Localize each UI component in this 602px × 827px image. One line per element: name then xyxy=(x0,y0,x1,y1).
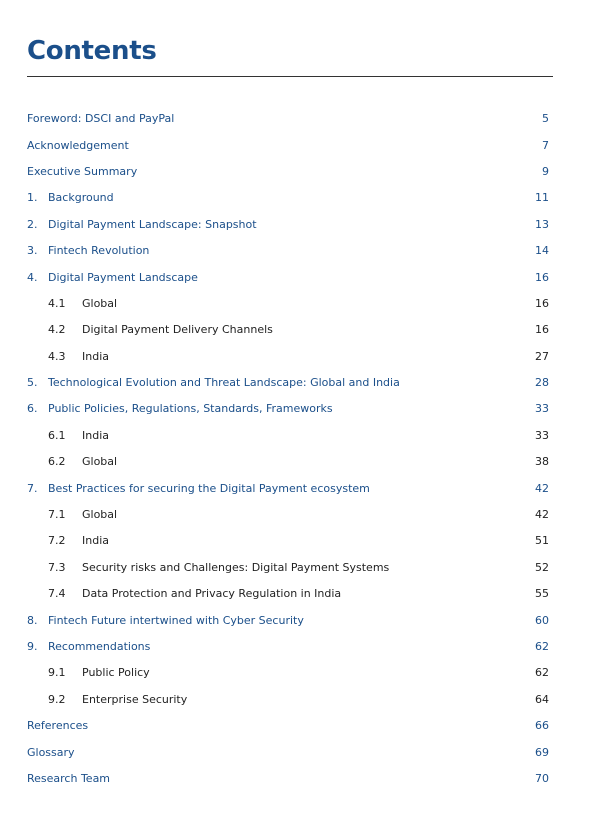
toc-entry-label xyxy=(48,293,509,315)
toc-entry-label xyxy=(48,662,509,684)
toc-entry-text: Security risks and Challenges: Digital Payment Systems xyxy=(82,560,390,574)
toc-entry[interactable] xyxy=(27,687,549,713)
toc-entry-text: Digital Payment Landscape xyxy=(48,270,198,284)
toc-entry[interactable] xyxy=(27,264,549,290)
toc-entry-page: 62 xyxy=(535,640,549,653)
toc-entry-page: 11 xyxy=(535,191,549,205)
toc-entry[interactable] xyxy=(27,212,549,238)
toc-entry-page: 16 xyxy=(535,296,549,310)
toc-entry-text: Global xyxy=(82,296,118,310)
toc-entry-page: 9 xyxy=(542,164,549,178)
toc-entry[interactable] xyxy=(27,555,549,581)
toc-entry-text: Best Practices for securing the Digital Payment ecosystem xyxy=(48,481,370,495)
toc-entry-text: Public Policy xyxy=(82,666,150,680)
toc-entry-label xyxy=(48,504,509,526)
toc-entry-text: Background xyxy=(48,191,114,205)
toc-entry[interactable] xyxy=(27,660,549,686)
toc-entry[interactable] xyxy=(27,713,549,739)
toc-entry[interactable] xyxy=(27,423,549,449)
toc-entry-text: Global xyxy=(82,455,118,469)
toc-entry-page: 52 xyxy=(535,560,549,574)
toc-entry-page: 33 xyxy=(535,428,549,442)
toc-entry-page: 13 xyxy=(535,217,549,231)
toc-entry-text: India xyxy=(82,534,109,548)
toc-entry-text: Global xyxy=(82,508,118,522)
toc-entry-number: 4.3 xyxy=(48,349,66,363)
toc-entry-text: Glossary xyxy=(27,745,75,759)
toc-entry-label xyxy=(48,425,509,447)
toc-entry-text: Foreword: DSCI and PayPal xyxy=(27,112,175,126)
toc-entry[interactable] xyxy=(27,185,549,211)
toc-entry-number: 4.2 xyxy=(48,323,66,337)
table-of-contents xyxy=(27,106,549,792)
toc-entry-label xyxy=(27,267,509,289)
toc-entry-label xyxy=(27,636,509,658)
toc-entry-number: 7. xyxy=(27,481,38,495)
toc-entry-number: 8. xyxy=(27,613,38,627)
toc-entry-number: 9.1 xyxy=(48,666,66,680)
toc-entry[interactable] xyxy=(27,766,549,792)
toc-entry-label xyxy=(48,319,509,341)
toc-entry-text: Fintech Revolution xyxy=(48,244,150,258)
toc-entry-label xyxy=(27,372,509,394)
toc-entry-number: 6.2 xyxy=(48,455,66,469)
toc-entry-text: Digital Payment Delivery Channels xyxy=(82,323,273,337)
toc-entry-page: 51 xyxy=(535,534,549,548)
toc-entry-number: 3. xyxy=(27,244,38,258)
toc-entry-number: 5. xyxy=(27,376,38,390)
toc-entry-text: Research Team xyxy=(27,771,111,785)
toc-entry-text: Public Policies, Regulations, Standards, Frameworks xyxy=(48,402,333,416)
toc-entry-label xyxy=(27,610,509,632)
toc-entry[interactable] xyxy=(27,396,549,422)
toc-entry[interactable] xyxy=(27,370,549,396)
toc-entry[interactable] xyxy=(27,238,549,264)
toc-entry-text: India xyxy=(82,428,109,442)
toc-entry-label xyxy=(27,742,509,764)
toc-entry-text: Fintech Future intertwined with Cyber Security xyxy=(48,613,304,627)
toc-entry-number: 9. xyxy=(27,640,38,653)
toc-entry-label xyxy=(27,108,509,130)
toc-entry[interactable] xyxy=(27,475,549,501)
toc-entry[interactable] xyxy=(27,449,549,475)
toc-entry-page: 28 xyxy=(535,376,549,390)
toc-entry[interactable] xyxy=(27,528,549,554)
toc-entry[interactable] xyxy=(27,317,549,343)
toc-entry-text: Acknowledgement xyxy=(27,138,129,152)
toc-entry-page: 42 xyxy=(535,508,549,522)
toc-entry-number: 7.3 xyxy=(48,560,66,574)
toc-entry-label xyxy=(48,530,509,552)
toc-entry-page: 69 xyxy=(535,745,549,759)
toc-entry-number: 1. xyxy=(27,191,38,205)
toc-entry[interactable] xyxy=(27,502,549,528)
toc-entry-label xyxy=(27,768,509,790)
toc-entry-label xyxy=(27,161,509,183)
toc-entry-number: 7.4 xyxy=(48,587,66,601)
toc-entry-label xyxy=(48,689,509,711)
toc-entry-number: 4.1 xyxy=(48,296,66,310)
toc-entry-label xyxy=(27,214,509,236)
toc-entry-page: 62 xyxy=(535,666,549,680)
toc-entry-text: Technological Evolution and Threat Landscape: Global and India xyxy=(48,376,400,390)
title-divider xyxy=(27,76,553,77)
toc-entry-label xyxy=(27,187,509,209)
toc-entry-number: 6. xyxy=(27,402,38,416)
toc-entry[interactable] xyxy=(27,739,549,765)
toc-entry-text: Executive Summary xyxy=(27,164,138,178)
toc-entry-label xyxy=(48,583,509,605)
toc-entry-page: 33 xyxy=(535,402,549,416)
toc-entry-text: Recommendations xyxy=(48,640,151,653)
toc-entry[interactable] xyxy=(27,132,549,158)
toc-entry-page: 14 xyxy=(535,244,549,258)
toc-entry[interactable] xyxy=(27,344,549,370)
toc-entry-label xyxy=(27,240,509,262)
toc-entry-label xyxy=(48,557,509,579)
toc-entry-number: 2. xyxy=(27,217,38,231)
toc-entry-label xyxy=(27,398,509,420)
toc-entry-text: References xyxy=(27,719,89,733)
toc-entry-page: 7 xyxy=(542,138,549,152)
toc-entry-text: India xyxy=(82,349,109,363)
toc-entry-page: 64 xyxy=(535,692,549,706)
toc-entry-text: Digital Payment Landscape: Snapshot xyxy=(48,217,257,231)
toc-entry-number: 9.2 xyxy=(48,692,66,706)
toc-entry[interactable] xyxy=(27,159,549,185)
toc-entry-page: 66 xyxy=(535,719,549,733)
toc-entry-label xyxy=(48,346,509,368)
toc-entry-page: 5 xyxy=(542,112,549,126)
toc-entry-number: 4. xyxy=(27,270,38,284)
toc-entry[interactable] xyxy=(27,607,549,633)
toc-entry-text: Enterprise Security xyxy=(82,692,188,706)
toc-entry-page: 16 xyxy=(535,323,549,337)
toc-entry-number: 7.2 xyxy=(48,534,66,548)
toc-entry-label xyxy=(27,478,509,500)
toc-entry[interactable] xyxy=(27,106,549,132)
toc-entry[interactable] xyxy=(27,291,549,317)
toc-entry-page: 42 xyxy=(535,481,549,495)
toc-entry-label xyxy=(27,135,509,157)
toc-entry-number: 7.1 xyxy=(48,508,66,522)
toc-entry[interactable] xyxy=(27,634,549,660)
toc-entry-label xyxy=(48,451,509,473)
toc-entry-page: 16 xyxy=(535,270,549,284)
toc-entry-page: 55 xyxy=(535,587,549,601)
toc-entry-text: Data Protection and Privacy Regulation in India xyxy=(82,587,342,601)
toc-entry-page: 60 xyxy=(535,613,549,627)
toc-entry-label xyxy=(27,715,509,737)
page-title: Contents xyxy=(27,36,157,66)
toc-entry-page: 38 xyxy=(535,455,549,469)
toc-entry[interactable] xyxy=(27,581,549,607)
toc-entry-page: 70 xyxy=(535,771,549,785)
toc-entry-number: 6.1 xyxy=(48,428,66,442)
toc-entry-page: 27 xyxy=(535,349,549,363)
